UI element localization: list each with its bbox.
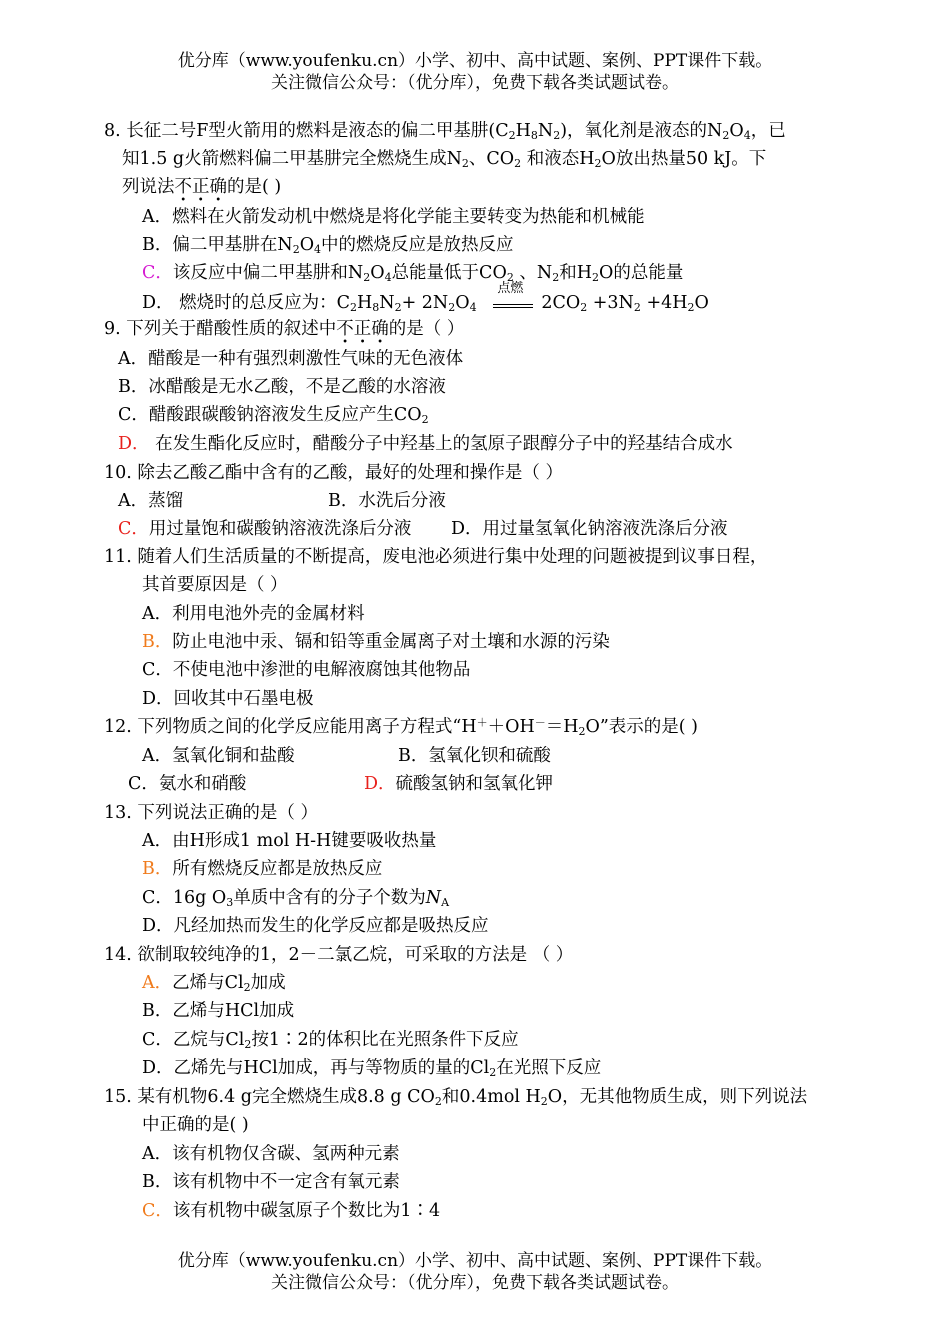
q15-option-c: C．该有机物中碳氢原子个数比为1∶4 (142, 1201, 441, 1221)
reaction-condition: 点燃 (493, 290, 541, 316)
q10-option-b: B．水洗后分液 (328, 491, 446, 511)
footer-line-1: 优分库（www.youfenku.cn）小学、初中、高中试题、案例、PPT课件下载。 (177, 1251, 773, 1271)
q15-stem-line-1: 15. 某有机物6.4 g完全燃烧生成8.8 g $CO_2$和0.4mol $H_2O$，无其他物质生成，则下列说法 (104, 1087, 808, 1108)
q14-option-c: C．乙烷与$Cl_2$按1∶2的体积比在光照条件下反应 (142, 1030, 519, 1051)
q9-stem: 9. 下列关于醋酸性质的叙述中不正确的是（ ） (104, 319, 465, 339)
q14-option-a: A．乙烯与$Cl_2$加成 (142, 973, 286, 994)
q11-stem-line-2: 其首要原因是（ ） (142, 575, 288, 595)
q13-option-b: B．所有燃烧反应都是放热反应 (142, 859, 383, 879)
q9-option-d: D． 在发生酯化反应时，醋酸分子中羟基上的氢原子跟醇分子中的羟基结合成水 (118, 434, 733, 454)
q12-option-a: A．氢氧化铜和盐酸 (142, 746, 295, 766)
header-line-2: 关注微信公众号：（优分库），免费下载各类试题试卷。 (271, 73, 679, 93)
q11-option-d: D．回收其中石墨电极 (142, 689, 314, 709)
q8-option-a: A．燃料在火箭发动机中燃烧是将化学能主要转变为热能和机械能 (142, 207, 645, 227)
q12-stem: 12. 下列物质之间的化学反应能用离子方程式“$H^++OH^-=H_2O$”表示的是( ) (104, 716, 698, 738)
q12-option-d: D．硫酸氢钠和氢氧化钾 (364, 774, 554, 794)
q13-stem: 13. 下列说法正确的是（ ） (104, 803, 318, 823)
q11-stem-line-1: 11. 随着人们生活质量的不断提高，废电池必须进行集中处理的问题被提到议事日程， (104, 547, 768, 567)
q9-option-a: A．醋酸是一种有强烈刺激性气味的无色液体 (118, 349, 464, 369)
header-line-1: 优分库（www.youfenku.cn）小学、初中、高中试题、案例、PPT课件下载。 (177, 51, 773, 71)
q11-option-b: B．防止电池中汞、镉和铅等重金属离子对土壤和水源的污染 (142, 632, 610, 652)
q11-option-c: C．不使电池中渗泄的电解液腐蚀其他物品 (142, 660, 471, 680)
q15-stem-line-2: 中正确的是( ) (142, 1115, 249, 1135)
footer-line-2: 关注微信公众号：（优分库），免费下载各类试题试卷。 (271, 1273, 679, 1293)
q14-stem: 14. 欲制取较纯净的1，2－二氯乙烷，可采取的方法是 （ ） (104, 945, 574, 965)
q13-option-d: D．凡经加热而发生的化学反应都是吸热反应 (142, 916, 489, 936)
q8-option-c: C．该反应中偏二甲基肼和$N_2O_4$总能量低于$CO_2$ 、$N_2$和$H_2O$的总能量 (142, 263, 684, 284)
q8-option-b: B．偏二甲基肼在$N_2O_4$中的燃烧反应是放热反应 (142, 235, 514, 256)
q10-stem: 10. 除去乙酸乙酯中含有的乙酸，最好的处理和操作是（ ） (104, 463, 563, 483)
q11-option-a: A．利用电池外壳的金属材料 (142, 604, 365, 624)
q8-stem-line-2: 知1.5 g火箭燃料偏二甲基肼完全燃烧生成$N_2$、$CO_2$ 和液态$H_2O$放出热量50 kJ。下 (122, 149, 767, 170)
q8-option-d: D． 燃烧时的总反应为：$C_2H_8N_2+ 2N_2O_4$ 点燃 $2CO_2 +3N_2 +4H_2O$ (142, 281, 709, 314)
q13-option-c: C．16g $O_3$单质中含有的分子个数为$N_A$ (142, 888, 450, 909)
q12-option-b: B．氢氧化钡和硫酸 (398, 746, 551, 766)
q10-option-d: D．用过量氢氧化钠溶液洗涤后分液 (451, 519, 728, 539)
q14-option-b: B．乙烯与HCl加成 (142, 1001, 295, 1021)
q8-stem-line-1: 8. 长征二号F型火箭用的燃料是液态的偏二甲基肼$(C_2H_8N_2)$，氧化剂是液态的$N_2O_4$，已 (104, 121, 786, 142)
q8-stem-line-3: 列说法不正确的是( ) (122, 177, 282, 197)
q13-option-a: A．由H形成1 mol H-H键要吸收热量 (142, 831, 437, 851)
q14-option-d: D．乙烯先与HCl加成，再与等物质的量的$Cl_2$在光照下反应 (142, 1058, 602, 1079)
q15-option-a: A．该有机物仅含碳、氢两种元素 (142, 1144, 400, 1164)
q15-option-b: B．该有机物中不一定含有氧元素 (142, 1172, 400, 1192)
q10-option-c: C．用过量饱和碳酸钠溶液洗涤后分液 (118, 519, 412, 539)
q9-option-c: C．醋酸跟碳酸钠溶液发生反应产生$CO_2$ (118, 405, 429, 426)
q9-option-b: B．冰醋酸是无水乙酸，不是乙酸的水溶液 (118, 377, 446, 397)
q12-option-c: C．氨水和硝酸 (128, 774, 247, 794)
q10-option-a: A．蒸馏 (118, 491, 184, 511)
